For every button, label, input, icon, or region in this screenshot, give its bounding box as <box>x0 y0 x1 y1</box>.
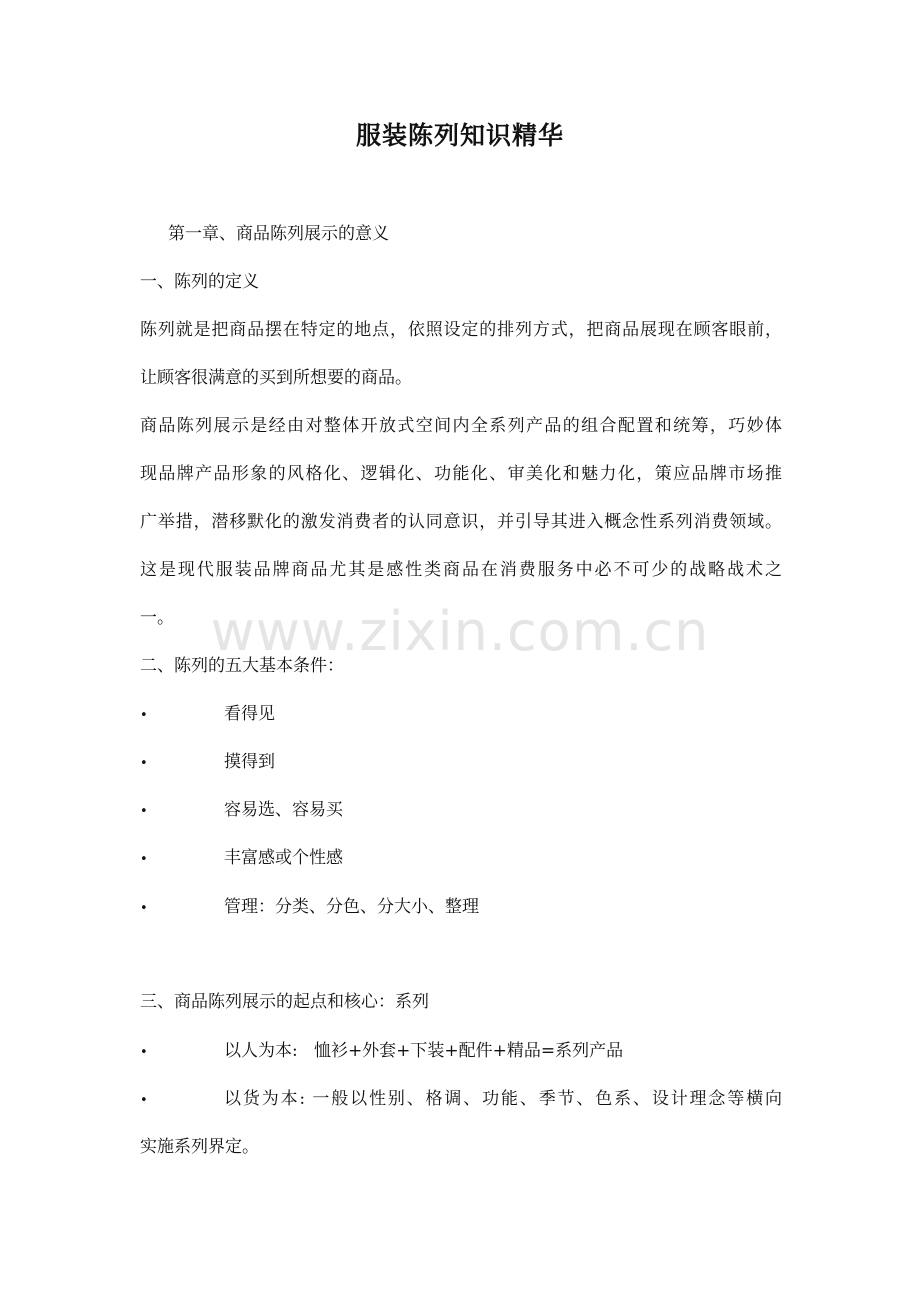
definition-paragraph-line-2: 让顾客很满意的买到所想要的商品。 <box>140 368 412 388</box>
section-1-heading: 一、陈列的定义 <box>140 272 259 292</box>
list-item <box>140 1041 623 1063</box>
display-paragraph-line-4: 这是现代服装品牌商品尤其是感性类商品在消费服务中必不可少的战略战术之 <box>140 560 782 580</box>
list-item <box>140 800 343 822</box>
chapter-heading: 第一章、商品陈列展示的意义 <box>168 224 389 244</box>
list-item <box>140 752 275 774</box>
bullet-icon: • <box>140 852 148 867</box>
list-item-text: 摸得到 <box>224 752 275 772</box>
document-title: 服装陈列知识精华 <box>355 121 564 150</box>
section-3-continuation: 实施系列界定。 <box>140 1137 259 1157</box>
list-item-text: 管理：分类、分色、分大小、整理 <box>224 897 479 917</box>
list-item-text: 容易选、容易买 <box>224 800 343 820</box>
bullet-icon: • <box>140 756 148 771</box>
display-paragraph-line-3: 广举措，潜移默化的激发消费者的认同意识，并引导其进入概念性系列消费领域。 <box>140 512 782 532</box>
section-3-heading: 三、商品陈列展示的起点和核心：系列 <box>140 992 429 1012</box>
list-item-text: 丰富感或个性感 <box>224 848 343 868</box>
bullet-icon: • <box>140 1045 148 1060</box>
bullet-icon: • <box>140 1093 148 1108</box>
list-item <box>140 897 479 919</box>
bullet-icon: • <box>140 708 148 723</box>
display-paragraph-line-5: 一。 <box>140 608 174 628</box>
display-paragraph-line-1: 商品陈列展示是经由对整体开放式空间内全系列产品的组合配置和统筹，巧妙体 <box>140 416 782 436</box>
section-2-heading: 二、陈列的五大基本条件： <box>140 656 344 676</box>
list-item <box>140 704 275 726</box>
list-item-text: 以货为本: 一般以性别、格调、功能、季节、色系、设计理念等横向 <box>224 1089 782 1109</box>
bullet-icon: • <box>140 804 148 819</box>
display-paragraph-line-2: 现品牌产品形象的风格化、逻辑化、功能化、审美化和魅力化，策应品牌市场推 <box>140 464 782 484</box>
list-item <box>140 1089 782 1111</box>
definition-paragraph-line-1: 陈列就是把商品摆在特定的地点，依照设定的排列方式，把商品展现在顾客眼前， <box>140 320 782 340</box>
list-item <box>140 848 343 870</box>
watermark: www.zixin.com.cn <box>210 600 710 663</box>
list-item-text: 看得见 <box>224 704 275 724</box>
list-item-text: 以人为本: 恤衫+外套+下装+配件+精品=系列产品 <box>224 1041 624 1061</box>
bullet-icon: • <box>140 901 148 916</box>
